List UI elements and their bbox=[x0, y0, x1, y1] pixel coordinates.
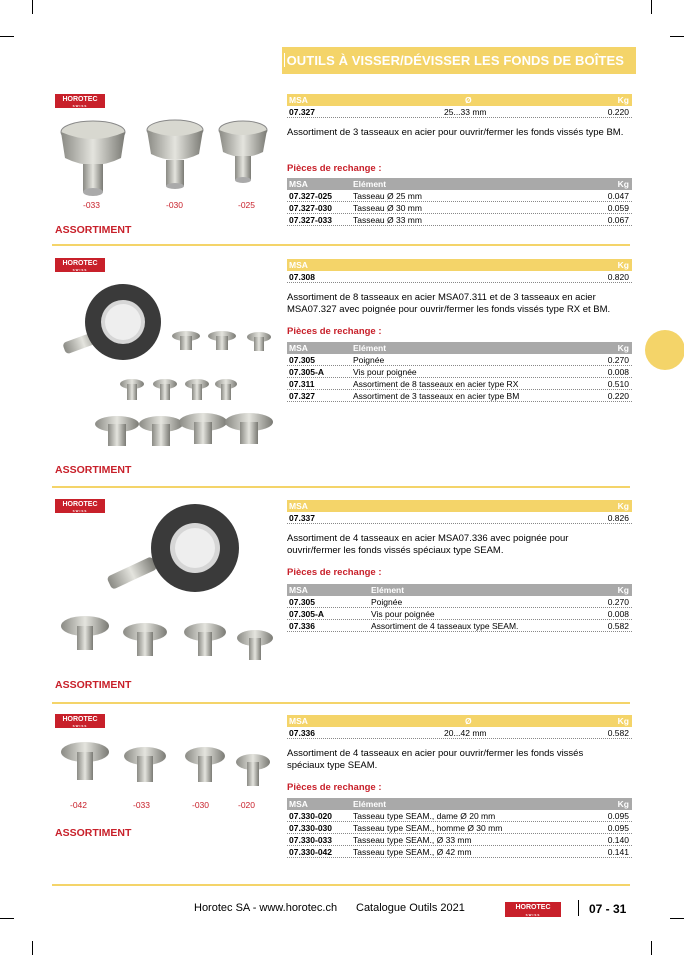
table-row: 07.327 25...33 mm 0.220 bbox=[287, 106, 632, 118]
assortiment-label: ASSORTIMENT bbox=[55, 224, 132, 236]
horotec-logo: HOROTEC SWISS bbox=[505, 902, 561, 917]
size-code-label: -033 bbox=[83, 200, 101, 210]
spare-parts-heading: Pièces de rechange : bbox=[287, 567, 382, 578]
section-divider bbox=[52, 884, 630, 886]
spare-parts-table: MSA Elément Kg 07.305 Poignée 0.270 07.305-A Vis pour poignée 0.008 07.311 Assortiment de 8 tasseaux en acier type RX 0.510 07.327 Assortiment de 3 tasseaux en acier type BM 0.220 bbox=[287, 342, 632, 402]
main-table: MSA Kg 07.337 0.826 bbox=[287, 500, 632, 524]
product-description: Assortiment de 4 tasseaux en acier pour ouvrir/fermer les fonds vissés spéciaux type SEAM. bbox=[287, 748, 584, 771]
footer-separator bbox=[578, 900, 579, 916]
spare-parts-table: MSA Elément Kg 07.330-020 Tasseau type SEAM., dame Ø 20 mm 0.095 07.330-030 Tasseau type SEAM., homme Ø 30 mm 0.095 07.330-033 Tasseau type SEAM., Ø 33 mm 0.140 07.330-042 Tasseau type SEAM., Ø 42 mm 0.141 bbox=[287, 798, 632, 858]
spare-parts-heading: Pièces de rechange : bbox=[287, 326, 382, 337]
table-row: 07.336 Assortiment de 4 tasseaux type SEAM. 0.582 bbox=[287, 620, 632, 632]
size-code-label: -025 bbox=[238, 200, 256, 210]
size-code-label: -020 bbox=[238, 800, 256, 810]
table-row: 07.336 20...42 mm 0.582 bbox=[287, 727, 632, 739]
horotec-logo: HOROTEC SWISS bbox=[55, 714, 105, 728]
product-description: Assortiment de 3 tasseaux en acier pour ouvrir/fermer les fonds vissés type BM. bbox=[287, 127, 624, 138]
horotec-logo: HOROTEC SWISS bbox=[55, 94, 105, 108]
section-divider bbox=[52, 702, 630, 704]
header-tick bbox=[284, 53, 285, 67]
crop-mark bbox=[32, 941, 33, 955]
assortiment-label: ASSORTIMENT bbox=[55, 827, 132, 839]
table-row: 07.308 0.820 bbox=[287, 271, 632, 283]
footer-company: Horotec SA - www.horotec.ch bbox=[194, 902, 338, 914]
crop-mark bbox=[651, 0, 652, 14]
table-row: 07.327-025 Tasseau Ø 25 mm 0.047 bbox=[287, 190, 632, 202]
section-header bbox=[282, 47, 636, 74]
product-image-seam-handle bbox=[55, 498, 280, 678]
page-number: 07 - 31 bbox=[589, 902, 627, 916]
size-code-label: -030 bbox=[166, 200, 184, 210]
table-row: 07.337 0.826 bbox=[287, 512, 632, 524]
crop-mark bbox=[651, 941, 652, 955]
product-description: Assortiment de 4 tasseaux en acier MSA07.336 avec poignée pour ouvrir/fermer les fonds vissés spéciaux type SEAM. bbox=[287, 533, 569, 556]
size-code-label: -030 bbox=[192, 800, 210, 810]
crop-mark bbox=[670, 36, 684, 37]
table-row: 07.330-020 Tasseau type SEAM., dame Ø 20 mm 0.095 bbox=[287, 810, 632, 822]
section-divider bbox=[52, 244, 630, 246]
horotec-logo: HOROTEC SWISS bbox=[55, 258, 105, 272]
crop-mark bbox=[0, 918, 14, 919]
section-divider bbox=[52, 486, 630, 488]
table-row: 07.327-030 Tasseau Ø 30 mm 0.059 bbox=[287, 202, 632, 214]
table-row: 07.305 Poignée 0.270 bbox=[287, 354, 632, 366]
table-row: 07.311 Assortiment de 8 tasseaux en acier type RX 0.510 bbox=[287, 378, 632, 390]
product-image-handle-assortment bbox=[55, 272, 280, 457]
main-table: MSA Ø Kg 07.336 20...42 mm 0.582 bbox=[287, 715, 632, 739]
chapter-tab-marker bbox=[645, 330, 684, 370]
assortiment-label: ASSORTIMENT bbox=[55, 679, 132, 691]
assortiment-label: ASSORTIMENT bbox=[55, 464, 132, 476]
spare-parts-heading: Pièces de rechange : bbox=[287, 782, 382, 793]
product-image-seam-tasseaux bbox=[55, 730, 280, 800]
spare-parts-table: MSA Elément Kg 07.305 Poignée 0.270 07.305-A Vis pour poignée 0.008 07.336 Assortiment de 4 tasseaux type SEAM. 0.582 bbox=[287, 584, 632, 632]
table-row: 07.305 Poignée 0.270 bbox=[287, 596, 632, 608]
footer-catalogue: Catalogue Outils 2021 bbox=[356, 902, 465, 914]
table-row: 07.327 Assortiment de 3 tasseaux en acier type BM 0.220 bbox=[287, 390, 632, 402]
table-row: 07.305-A Vis pour poignée 0.008 bbox=[287, 608, 632, 620]
horotec-logo: HOROTEC SWISS bbox=[55, 499, 105, 513]
table-row: 07.330-033 Tasseau type SEAM., Ø 33 mm 0.140 bbox=[287, 834, 632, 846]
table-row: 07.330-042 Tasseau type SEAM., Ø 42 mm 0.141 bbox=[287, 846, 632, 858]
spare-parts-heading: Pièces de rechange : bbox=[287, 163, 382, 174]
main-table: MSA Ø Kg 07.327 25...33 mm 0.220 bbox=[287, 94, 632, 118]
crop-mark bbox=[670, 918, 684, 919]
size-code-label: -033 bbox=[133, 800, 151, 810]
main-table: MSA Kg 07.308 0.820 bbox=[287, 259, 632, 283]
table-row: 07.330-030 Tasseau type SEAM., homme Ø 30 mm 0.095 bbox=[287, 822, 632, 834]
spare-parts-table: MSA Elément Kg 07.327-025 Tasseau Ø 25 mm 0.047 07.327-030 Tasseau Ø 30 mm 0.059 07.327-033 Tasseau Ø 33 mm 0.067 bbox=[287, 178, 632, 226]
crop-mark bbox=[32, 0, 33, 14]
table-row: 07.327-033 Tasseau Ø 33 mm 0.067 bbox=[287, 214, 632, 226]
product-description: Assortiment de 8 tasseaux en acier MSA07.311 et de 3 tasseaux en acier MSA07.327 avec poignée pour ouvrir/fermer les fonds vissés type RX et BM. bbox=[287, 292, 611, 315]
page-title: OUTILS À VISSER/DÉVISSER LES FONDS DE BOÎTES bbox=[286, 53, 624, 68]
size-code-label: -042 bbox=[70, 800, 88, 810]
crop-mark bbox=[0, 36, 14, 37]
table-row: 07.305-A Vis pour poignée 0.008 bbox=[287, 366, 632, 378]
